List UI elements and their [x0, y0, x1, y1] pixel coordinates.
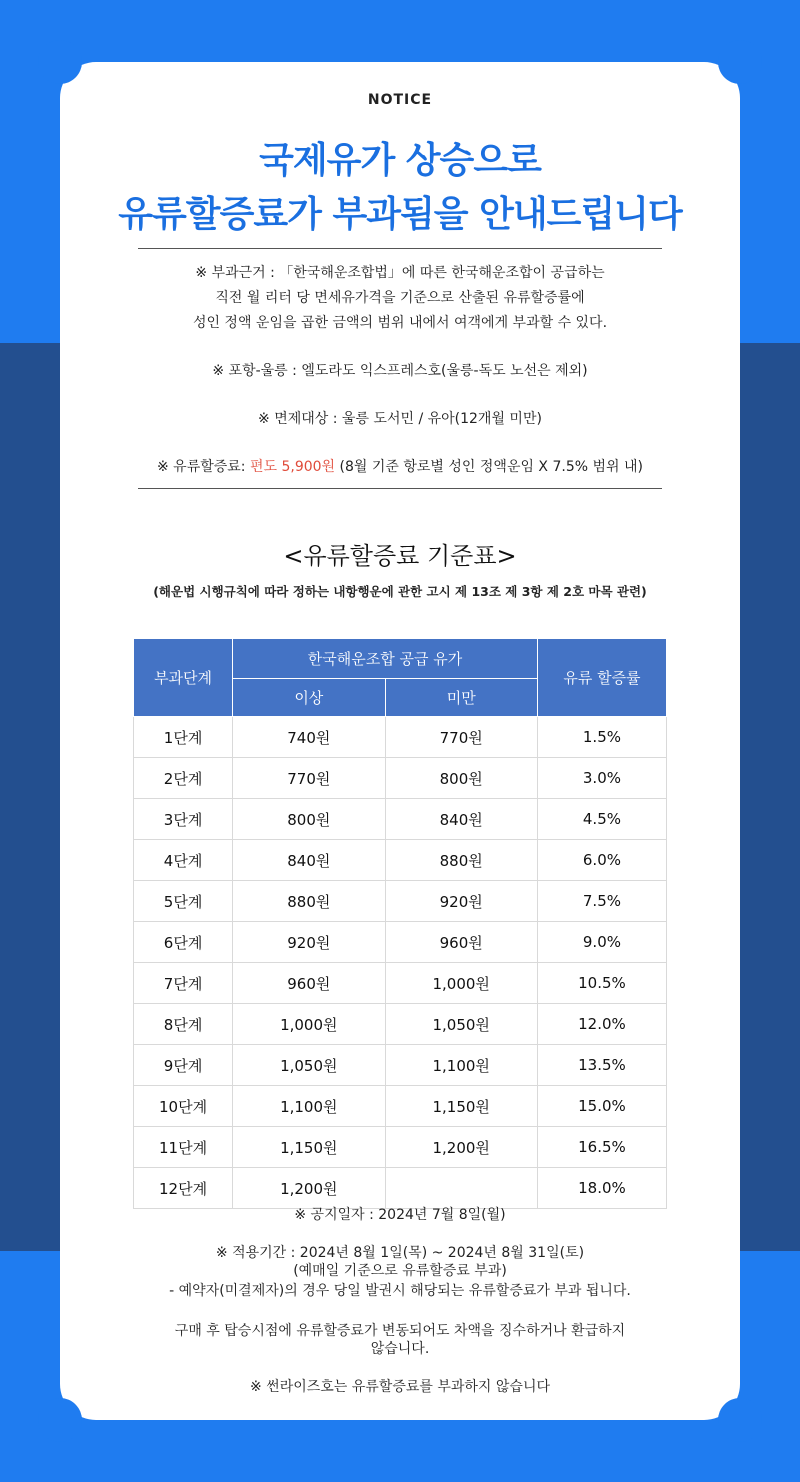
cell-min-price: 840원	[233, 840, 385, 881]
header-max: 미만	[385, 679, 537, 717]
divider	[138, 248, 662, 249]
cell-rate: 10.5%	[537, 963, 666, 1004]
notice-date: ※ 공지일자 : 2024년 7월 8일(월)	[294, 1207, 506, 1223]
cell-stage: 9단계	[134, 1045, 233, 1086]
table-subtitle: (해운법 시행규칙에 따라 정하는 내항행운에 관한 고시 제 13조 제 3항 제 2호 마목 관련)	[153, 584, 647, 599]
cell-min-price: 1,200원	[233, 1168, 385, 1209]
cell-rate: 3.0%	[537, 758, 666, 799]
cell-min-price: 800원	[233, 799, 385, 840]
cell-max-price: 920원	[385, 881, 537, 922]
surcharge-table	[133, 638, 667, 1209]
cell-stage: 3단계	[134, 799, 233, 840]
cell-min-price: 1,150원	[233, 1127, 385, 1168]
cell-stage: 2단계	[134, 758, 233, 799]
cell-max-price: 770원	[385, 717, 537, 758]
table-row	[134, 1168, 667, 1209]
page-title-line2: 유류할증료가 부과됨을 안내드립니다	[118, 194, 682, 235]
cell-min-price: 880원	[233, 881, 385, 922]
cell-stage: 10단계	[134, 1086, 233, 1127]
surcharge-amount: 편도 5,900원	[249, 459, 336, 475]
cell-stage: 5단계	[134, 881, 233, 922]
cell-max-price: 1,200원	[385, 1127, 537, 1168]
refund-line2: 않습니다.	[370, 1341, 430, 1357]
surcharge-suffix: (8월 기준 항로별 성인 정액운임 X 7.5% 범위 내)	[335, 459, 643, 475]
cell-min-price: 960원	[233, 963, 385, 1004]
cell-max-price: 1,100원	[385, 1045, 537, 1086]
cell-stage: 4단계	[134, 840, 233, 881]
cell-stage: 6단계	[134, 922, 233, 963]
surcharge-info	[60, 456, 740, 476]
cell-min-price: 770원	[233, 758, 385, 799]
card-notch	[718, 1398, 762, 1442]
cell-stage: 12단계	[134, 1168, 233, 1209]
table-row	[134, 963, 667, 1004]
sunrise-note: ※ 썬라이즈호는 유류할증료를 부과하지 않습니다	[249, 1379, 550, 1395]
cell-max-price: 1,000원	[385, 963, 537, 1004]
table-row	[134, 1086, 667, 1127]
header-min: 이상	[233, 679, 385, 717]
cell-rate: 13.5%	[537, 1045, 666, 1086]
card-notch	[38, 40, 82, 84]
cell-max-price: 800원	[385, 758, 537, 799]
cell-rate: 6.0%	[537, 840, 666, 881]
cell-stage: 7단계	[134, 963, 233, 1004]
cell-rate: 18.0%	[537, 1168, 666, 1209]
cell-rate: 15.0%	[537, 1086, 666, 1127]
cell-max-price: 880원	[385, 840, 537, 881]
refund-line1: 구매 후 탑승시점에 유류할증료가 변동되어도 차액을 징수하거나 환급하지	[174, 1323, 626, 1339]
basis-line2: 직전 월 리터 당 면세유가격을 기준으로 산출된 유류할증률에	[215, 290, 585, 306]
cell-rate: 7.5%	[537, 881, 666, 922]
notice-label: NOTICE	[367, 92, 433, 108]
route-info: ※ 포항-울릉 : 엘도라도 익스프레스호(울릉-독도 노선은 제외)	[212, 363, 588, 379]
exempt-info: ※ 면제대상 : 울릉 도서민 / 유아(12개월 미만)	[258, 411, 542, 427]
table-row	[134, 1045, 667, 1086]
cell-rate: 9.0%	[537, 922, 666, 963]
divider	[138, 488, 662, 489]
cell-max-price: 840원	[385, 799, 537, 840]
table-row	[134, 1127, 667, 1168]
cell-stage: 11단계	[134, 1127, 233, 1168]
cell-max-price	[385, 1168, 537, 1209]
cell-min-price: 740원	[233, 717, 385, 758]
cell-rate: 16.5%	[537, 1127, 666, 1168]
apply-period: ※ 적용기간 : 2024년 8월 1일(목) ~ 2024년 8월 31일(토)	[215, 1245, 585, 1261]
header-rate: 유류 할증률	[537, 639, 666, 717]
table-row	[134, 799, 667, 840]
table-row	[134, 922, 667, 963]
basis-line3: 성인 정액 운임을 곱한 금액의 범위 내에서 여객에게 부과할 수 있다.	[192, 315, 608, 331]
cell-rate: 12.0%	[537, 1004, 666, 1045]
cell-rate: 1.5%	[537, 717, 666, 758]
cell-min-price: 1,000원	[233, 1004, 385, 1045]
header-stage: 부과단계	[134, 639, 233, 717]
cell-max-price: 1,150원	[385, 1086, 537, 1127]
page-title-line1: 국제유가 상승으로	[259, 140, 541, 181]
cell-max-price: 1,050원	[385, 1004, 537, 1045]
card-notch	[38, 1398, 82, 1442]
cell-min-price: 920원	[233, 922, 385, 963]
surcharge-prefix: ※ 유류할증료:	[157, 459, 250, 475]
cell-stage: 1단계	[134, 717, 233, 758]
basis-line1: ※ 부과근거 : 「한국해운조합법」에 따른 한국해운조합이 공급하는	[195, 265, 605, 281]
cell-rate: 4.5%	[537, 799, 666, 840]
table-title: <유류할증료 기준표>	[283, 542, 517, 570]
cell-min-price: 1,100원	[233, 1086, 385, 1127]
table-row	[134, 881, 667, 922]
notice-card	[60, 62, 740, 1420]
header-supply-price: 한국해운조합 공급 유가	[233, 639, 538, 679]
cell-max-price: 960원	[385, 922, 537, 963]
card-notch	[718, 40, 762, 84]
table-row	[134, 1004, 667, 1045]
reserve-note: - 예약자(미결제자)의 경우 당일 발권시 해당되는 유류할증료가 부과 됩니다.	[169, 1283, 631, 1299]
cell-stage: 8단계	[134, 1004, 233, 1045]
table-row	[134, 840, 667, 881]
table-row	[134, 717, 667, 758]
table-row	[134, 758, 667, 799]
apply-note: (예매일 기준으로 유류할증료 부과)	[293, 1263, 507, 1279]
cell-min-price: 1,050원	[233, 1045, 385, 1086]
